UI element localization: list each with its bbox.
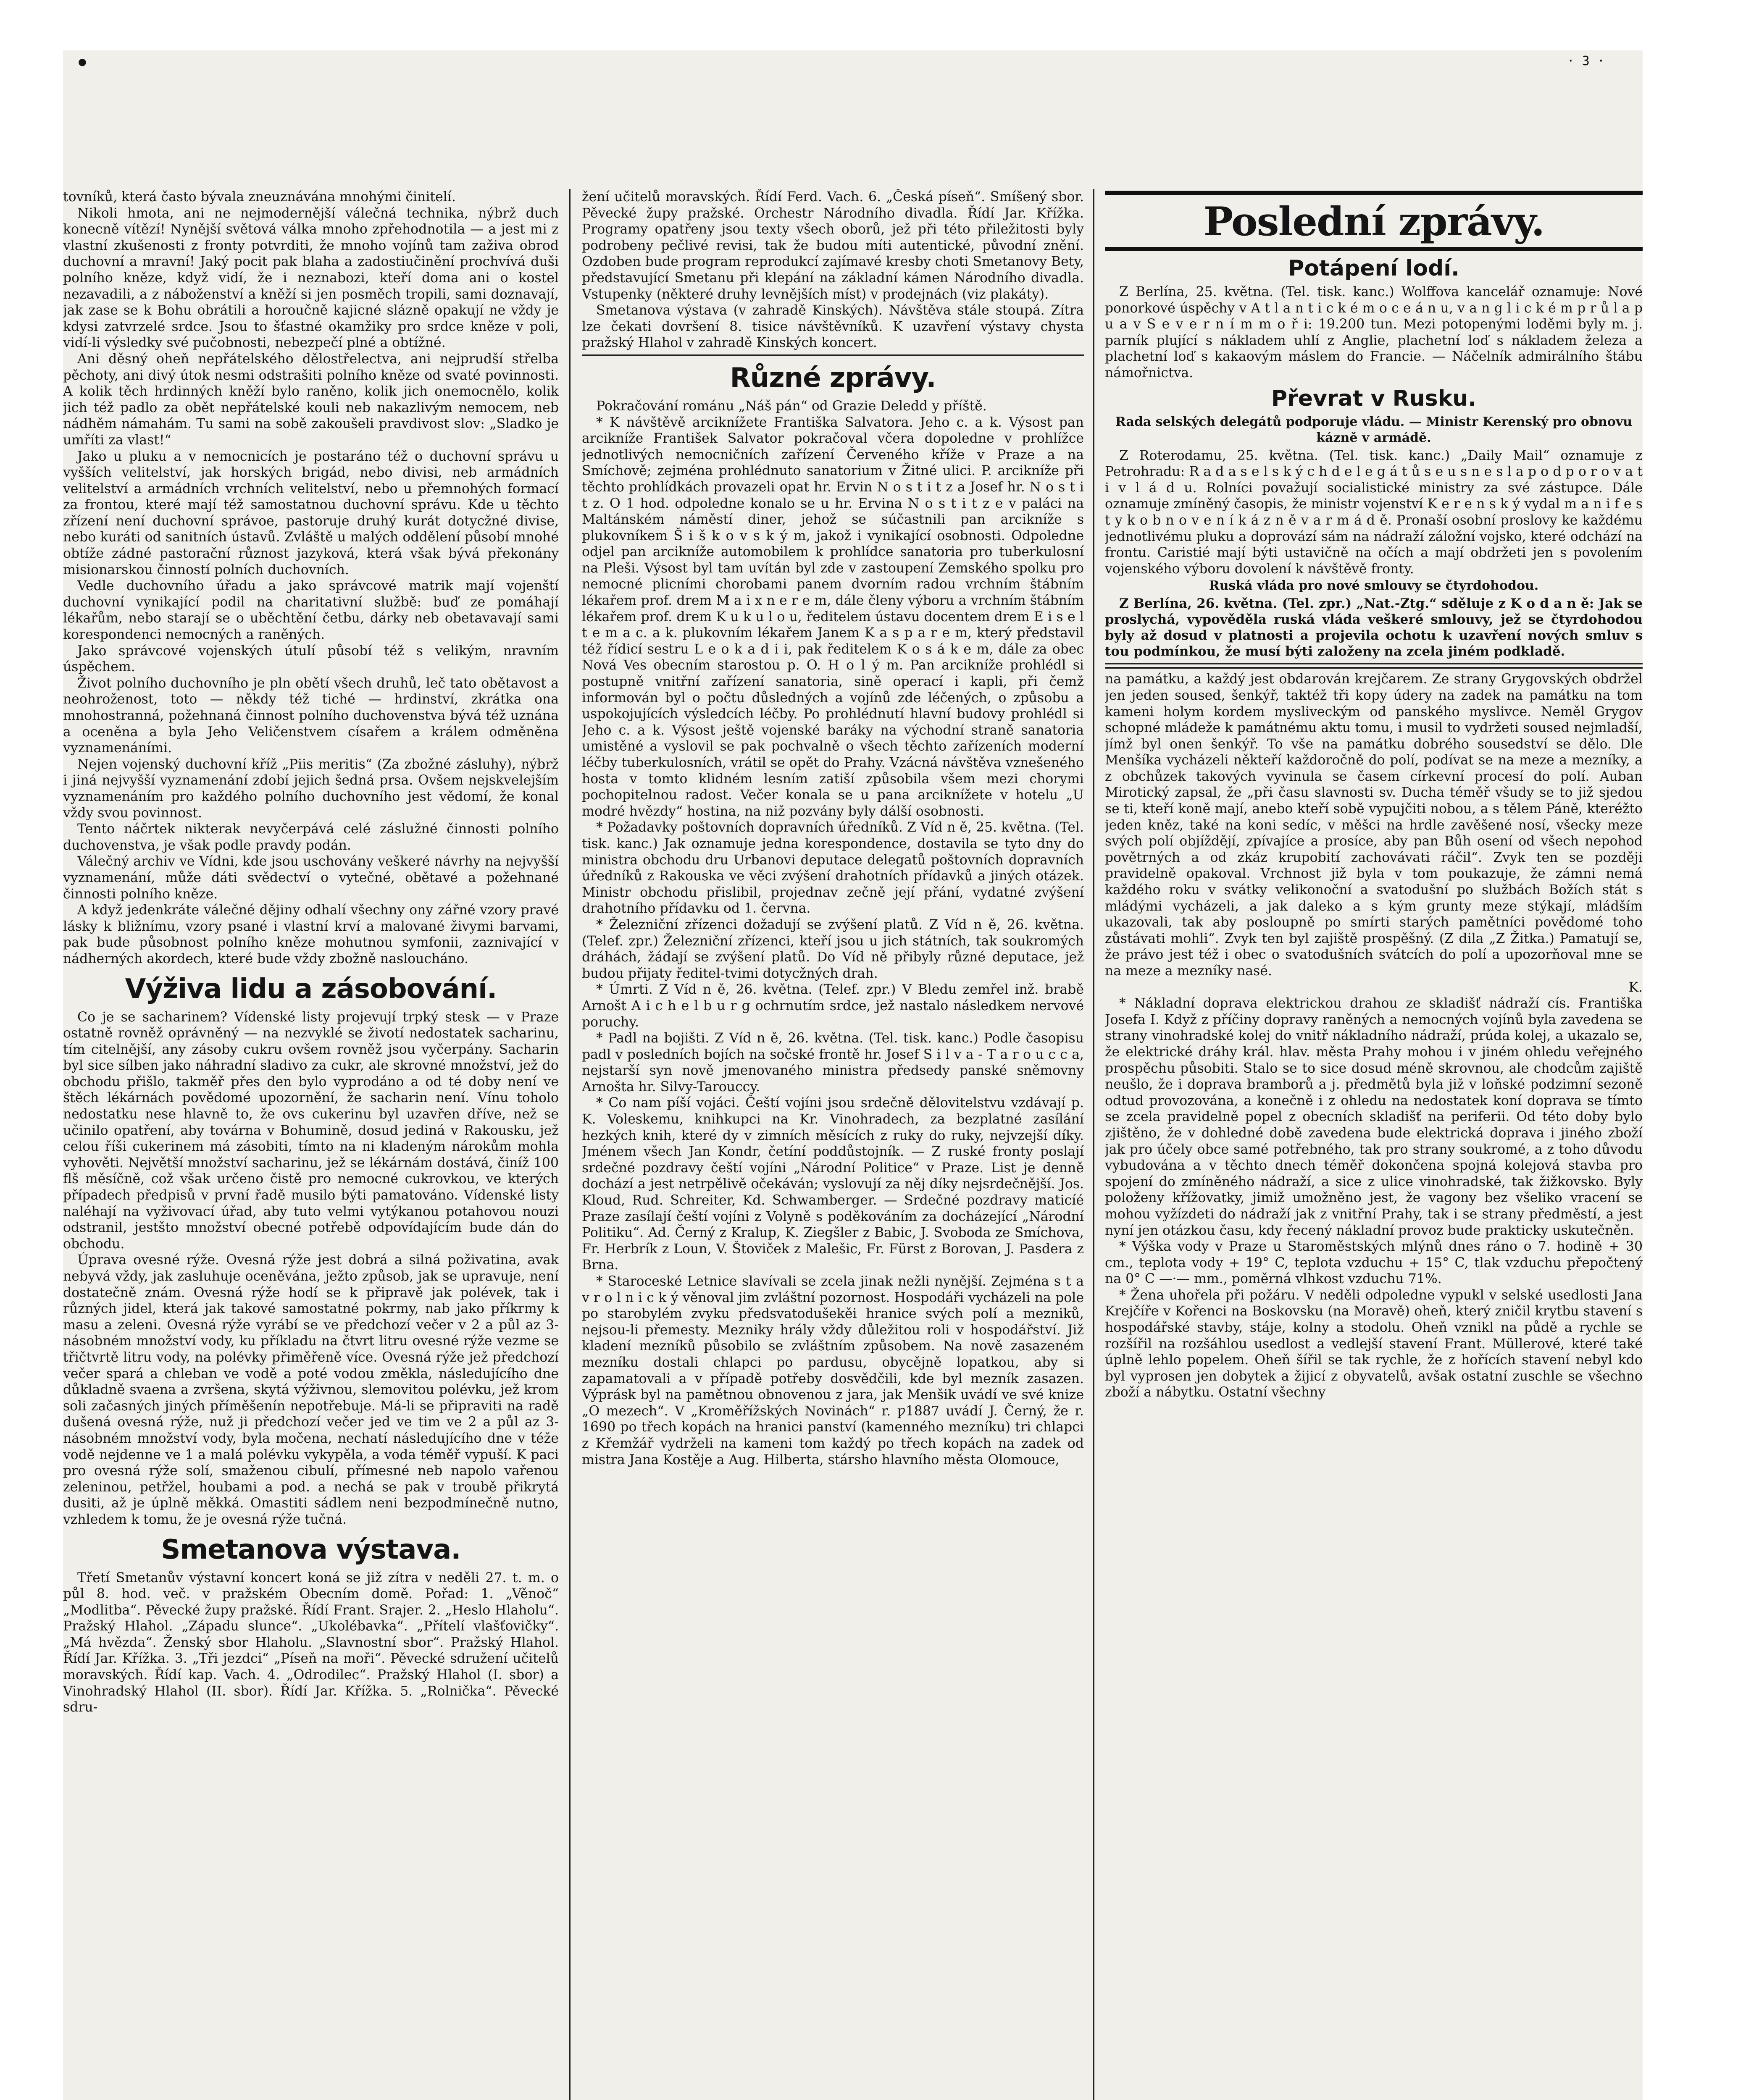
article-paragraph: Nikoli hmota, ani ne nejmodernější válečná technika, nýbrž duch konecně vítězí! Nynější světová válka mnoho zpřehodnotila — a jest mi z vlastní zkušenosti z fronty potvrditi, že mnoho vojínů tam zaživa obrod duchovní a mravní! Jaký pocit pak blaha a zadostiučinění prochvívá duši polního kněze, když vidí, že i neznabozi, kteří doma ani o kostel nezavadili, a z náboženství a kněží si jen posměch tropili, sami doznavají, jak zase se k Bohu obrátili a horoučně kajicné slázně opakují ne vždy je kdysi zatvrzelé srdce. Jsou to šťastné okamžiky pro srdce kněze v poli, vidí-li výsledky své pučobnosti, nebezpečí plné a obtížné.: [63, 205, 559, 351]
divider: [1105, 663, 1643, 664]
masthead-rule: [1105, 191, 1643, 195]
article-paragraph: tovníků, která často bývala zneuznávána mnohými činitelí.: [63, 189, 456, 205]
article-paragraph: * Žena uhořela při požáru. V neděli odpoledne vypukl v selské usedlosti Jana Krejčíře v Kořenci na Boskovsku (na Moravě) oheň, který zničil krytbu stavení s hospodářské stavby, stáje, kolny a stodolu. Oheň vznikl na půdě a rychle se rozšířil na rozšáhlou usedlost a vedlejší stavení Frant. Müllerové, které také úplně lehlo popelem. Oheň šířil se tak rychle, že z hořících stavení nebyl kdo byl vyprosen jen dobytek a žijicí z obyvatelů, avšak ostatní zuschle se všechno zboží a nábytku. Ostatní všechny: [1105, 1287, 1643, 1400]
article-paragraph: * Staroceské Letnice slavívali se zcela jinak nežli nynější. Zejména s t a v r o l n i c k ý věnoval jim zvláštní pozornost. Hospodáři vycházeli na pole po starobylém zvyku předsvatodušekěi hranice svých polí a mezniků, nejsou-li přemesty. Mezniky hrály vždy důležitou roli v hospodářství. Již kladení mezníků působilo se zvláštním způsobem. Na nově zasazeném mezníku dostali chlapci po pardusu, obycějně lopatkou, aby si zapamatovali a v případě potřeby dosvědčili, kde byl mezník zasazen. Výprásk byl na pamětnou obnovenou z jara, jak Menšik uvádí ve své knize „O mezech“. V „Kroměřížských Novinách“ r. ƿ1887 uvádí J. Černý, že r. 1690 po třech kopách na hranici panství (kamenného mezníku) tri chlapci z Křemžář vydrželi na kameni tom každý po třech kopách na zadek od mistra Jana Kostěje a Aug. Hilberta, stársho hlavního města Olomouce,: [582, 1274, 1084, 1467]
article-paragraph: Vedle duchovního úřadu a jako správcové matrik mají vojenští duchovní vynikající podil na charitativní službě: buď ze pomáhají lékařům, nebo starají se o uběchtění četbu, dárky neb obetavavají sami korespondenci nemocných a raněných.: [63, 578, 559, 643]
article-paragraph: * Úmrti. Z Víd n ě, 26. května. (Telef. zpr.) V Bledu zemřel inž. brabě Arnošt A i c h e l b u r g ochrnutím srdce, jež nastalo následkem nervové poruchy.: [582, 982, 1084, 1030]
article-paragraph: Z Roterodamu, 25. května. (Tel. tisk. kanc.) „Daily Mail“ oznamuje z Petrohradu: R a d a s e l s k ý c h d e l e g á t ů s e u s n e s l a p o d p o r o v a t i v l á d u. Rolníci považují socialistické ministry za své zástupce. Dále oznamuje zmíněný časopis, že ministr vojenství K e r e n s k ý vydal m a n i f e s t y k o b n o v e n í k á z n ě v a r m á d ě. Pronaší osobní proslovy ke každému jednotlivému pluku a doprovází sám na nádraží záložní vojsko, které odchází na frontu. Caristié mají býti ustavičně na očích a mají obdržeti jen s povolením vojenského výboru dovolení k návštěvě fronty.: [1105, 448, 1643, 577]
article-paragraph: Ani děsný oheň nepřátelského dělostřelectva, ani nejprudší střelba pěchoty, ani divý útok nesmi odstrašiti polního kněze od svaté povinnosti. A kolik těch hrdinných kněží bylo raněno, kolik jich onemocnělo, kolik jich též padlo za obět nepřátelské kouli neb nakazlivým nemocem, neb nádhěm námahám. Tu sami na sobě zakoušeli pravdivost slov: „Sladko je umříti za vlast!“: [63, 351, 559, 448]
article-paragraph: žení učitelů moravských. Řídí Ferd. Vach. 6. „Česká píseň“. Smíšený sbor. Pěvecké župy pražské. Orchestr Národního divadla. Řídí Jar. Křížka. Programy opatřeny jsou texty všech oborů, jež při této přiležitosti byly podrobeny pečlivé revisi, tak že budou míti autentické, původní znění. Ozdoben bude program reprodukcí zajímavé kresby choti Smetanovy Bety, představující Smetanu při klepání na základní kámen Národního divadla. Vstupenky (některé druhy levnějších míst) v prodejnách (viz plakáty).: [582, 189, 1084, 302]
article-paragraph: Smetanova výstava (v zahradě Kinských). Návštěva stále stoupá. Zítra lze čekati dovršení 8. tisice návštěvníků. K uzavření výstavy chysta pražský Hlahol v zahradě Kinských koncert.: [582, 303, 1084, 351]
article-paragraph: A když jedenkráte válečné dějiny odhalí všechny ony zářné vzory pravé lásky k bližnímu, vzory psané i vlastní krví a malované živymi barvami, pak bude působnost polního kněze mohutnou symfonii, zaznivající v nádherných akordech, které bude vždy zbožně nasloucháno.: [63, 903, 559, 966]
article-paragraph: * K návštěvě arciknížete Františka Salvatora. Jeho c. a k. Výsost pan arcikníže František Salvator pokračoval včera dopoledne v prohlížce jednotlivých nemocničních zařízení Červeného kříže v Praze a na Smíchově; zejména prohlédnuto sanatorium v Žitné ulici. P. arcikníže při těchto prohlídkách provazeli opat hr. Ervin N o s t i t z a Josef hr. N o s t i t z. O 1 hod. odpoledne konalo se u hr. Ervina N o s t i t z e v paláci na Maltánském náměstí diner, jehož se súčastnili pan arcikníže s plukovníkem Š i š k o v s k ý m, jakož i vynikající osobnosti. Odpoledne odjel pan arcikníže automobilem k prohlídce sanatoria pro tuberkulosní na Pleši. Výsost byl tam uvítán byl zde v zastoupení Zemského spolku pro nemocné plicními chorobami panem dvorním radou vrchním štábním lékařem prof. drem M a i x n e r e m, dále členy výboru a vrchním štábním lékařem prof. drem K u k u l o u, ředitelem ústavu docentem drem E i s e l t e m a c. a k. plukovním lékařem Janem K a s p a r e m, který představil též řídicí sestru L e o k a d i i, pak ředitelem K o s á k e m, dále za obec Nová Ves obecním starostou p. O. H o l ý m. Pan arcikníže prohlédl si postupně vnitřní zařízení sanatoria, sině operací i kapli, při čemž informován byl o počtu důsledných a vojínů zde léčených, o způsobu a uspokojujících výsledcích léčby. Po prohlédnutí hlavní budovy prohlédl si Jeho c. a k. Výsost ještě vojenské baráky na východní straně sanatoria umistěné a vyslovil se pak pochvalně o všech těchto zařízeních moderní léčby tuberkulosních, vrátil se opět do Prahy. Vzácná návštěva vznešeného hosta v tomto klidném lesním zatiší způsobila všem mezi chorymi pochopitelnou radost. Večer konala se u pana arciknížete v hotelu „U modré hvězdy“ hostina, na niž pozvány byly dálší osobnosti.: [582, 415, 1084, 819]
article-paragraph: * Výška vody v Praze u Staroměstských mlýnů dnes ráno o 7. hodině + 30 cm., teplota vody + 19° C, teplota vzduchu + 15° C, tlak vzduchu přepočtený na 0° C —·— mm., poměrná vlhkost vzduchu 71%.: [1105, 1239, 1643, 1287]
article-paragraph: Z Berlína, 26. května. (Tel. zpr.) „Nat.-Ztg.“ sděluje z K o d a n ě: Jak se proslychá, vypověděla ruská vláda veškeré smlouvy, jež se čtyrdohodou byly až dosud v platnosti a projevila ochotu k uzavření nových smluv s tou podmínkou, že musí býti založeny na zcela jiném podkladě.: [1105, 596, 1643, 659]
article-paragraph: Život polního duchovního je pln obětí všech druhů, leč tato obětavost a neohroženost, toto — někdy též tiché — hrdinství, zkrátka ona mnohostranná, požehnaná činnost polního duchovenstva bývá též uznána a oceněna a byla Jeho Veličenstvem císařem a králem odměněna vyznamenáními.: [63, 675, 559, 756]
heading-russia-upheaval: Převrat v Rusku.: [1271, 386, 1476, 411]
article-paragraph: Jako u pluku a v nemocnicích je postaráno též o duchovní správu u vyšších velitelství, jak horských brigád, nebo divisi, neb armádních velitelství a armádních vrchních velitelství, nebo u přemnohých formací za frontou, které mají též samostatnou duchovní správu. Kde u těchto zřízení není duchovní správoe, pastoruje druhý kurát dotycžné divise, nebo kuráti od sanitních ústavů. Zvláště u malých oddělení působí mnohé obtíže zádné pastorační různost jazyková, která však bývá překonány misionarskou činností polních duchovních.: [63, 449, 559, 578]
article-paragraph: Co je se sacharinem? Vídenské listy projevují trpký stesk — v Praze ostatně rovněž oprávněný — na nezvyklé se životí nedostatek sacharinu, tím citelnější, any zásoby cukru ovšem rovněž jsou vyčerpány. Sacharin byl sice sílben jako náhradní sladivo za cukr, ale skrovné množství, jež do obchodu přišlo, takměř přes den bylo vyprodáno a od té doby není ve štěch lékárnách povědomé upozornění, že sacharin není. Vínu toholo nedostatku nese hlavně to, že ovs cukerinu byl uzavřen dříve, než se učinilo opatření, aby továrna v Bohumině, dosud jediná v Rakousku, jež celou říši cukerinem má zásobiti, tímto na ni kladeným nárokům mohla vyhověti. Největší množství sacharinu, jež se lékárnám dostává, činíž 100 flš měsíčně, což však určeno čistě pro nemocné cukrovkou, ve kterých případech předpisů v první řadě musilo býti pamatováno. Vídenské listy naléhají na vyživovací úřad, aby tuto velmi vytýkanou potahovou nouzi odstranil, jestšto množství obecné potřebě odpovídajícím bude dán do obchodu.: [63, 1009, 559, 1252]
divider: [1105, 667, 1643, 669]
column-1: [63, 189, 559, 2100]
article-paragraph: Úprava ovesné rýže. Ovesná rýže jest dobrá a silná poživatina, avak nebyvá vždy, jak zasluhuje oceněvána, ježto způsob, jak se upravuje, není dostatečně znám. Ovesná rýže hodí se k připravě jak polévek, tak i různých jidel, která jak takové samostatné pokrmy, nab jako příkrmy k masu a zeleni. Ovesná rýže vyrábí se ve předchozí večer v 2 a půl az 3-násobném množství vody, ku příkladu na čtvrt litru ovesné rýže vezme se třičtvrtě litru vody, na polévky přiměřeně více. Ovesná rýže jež předchozí večer spará a chleban ve vodě a poté vodou změkla, následujícího dne důkladně svaena a zvršena, skytá výživnou, slemovitou polévku, jež krom soli začasných jiných příměšenín nepotřebuje. Má-li se připraviti na radě dušená ovesná rýže, nuž ji předchozí večer jed ve tim ve 2 a půl az 3-násobném množství vody, byla močena, nechatí následujícího dne v téže vodě nejdenne ve 1 a malá polévku vykypěla, a voda téměř vypuší. K paci pro ovesná rýže solí, smaženou cibulí, přímesné neb napolo vařenou zeleninou, petřžel, houbami a pod. a nechá se pak v troubě přikrytá dusiti, až je úplně měkká. Omastiti sádlem neni bezpodmínečně nutno, vzhledem k tomu, že je ovesná rýže tučná.: [63, 1252, 559, 1527]
column-3: [1105, 189, 1643, 2100]
newspaper-page: [63, 50, 1643, 2100]
column-2: [582, 189, 1084, 2100]
section-heading-various-news: Různé zprávy.: [730, 362, 936, 394]
divider: [582, 354, 1084, 356]
article-paragraph: Jako správcové vojenských útulí působí též s velikým, nravním úspěchem.: [63, 643, 559, 675]
article-paragraph: Nejen vojenský duchovní kříž „Piis meritis“ (Za zbožné zásluhy), nýbrž i jiná nejvyšší vyznamenání zdobí jejich šedná prsa. Ovšem nejskvelejším vyznamenáním pro každého polního duchovního jest vědomí, že konal vždy svou povinnost.: [63, 756, 559, 821]
subheading: Ruská vláda pro nové smlouvy se čtyrdohodou.: [1209, 578, 1539, 593]
corner-mark: •: [76, 50, 89, 75]
article-paragraph: * Padl na bojišti. Z Víd n ě, 26. května. (Tel. tisk. kanc.) Podle časopisu padl v posledních bojích na sočské frontě hr. Josef S i l v a - T a r o u c c a, nejstarší syn nově jmenovaného ministra předsedy panské sněmovny Arnošta hr. Silvy-Tarouccy.: [582, 1031, 1084, 1095]
signature: K.: [1628, 979, 1643, 995]
section-heading-nutrition: Výživa lidu a zásobování.: [125, 973, 497, 1005]
heading-ship-sinkings: Potápení lodí.: [1288, 256, 1459, 281]
article-paragraph: Tento náčrtek nikterak nevyčerpává celé záslužné činnosti polního duchovenstva, je však podle pravdy podán.: [63, 822, 559, 853]
article-paragraph: Z Berlína, 25. května. (Tel. tisk. kanc.) Wolffova kancelář oznamuje: Nové ponorkové úspěchy v A t l a n t i c k é m o c e á n u, v a n g l i c k é m p r ů l a p u a v S e v e r n í m m o ř i: 19.200 tun. Mezi potopenými loděmi byly m. j. parník plující s nákladem uhlí z Anglie, plachetní loď s nákladem železa a plachetní loď s kakaovým máslem do Francie. — Náčelník admirálního štábu námořnictva.: [1105, 284, 1643, 381]
bold-report: [1105, 596, 1643, 659]
article-paragraph: Válečný archiv ve Vídni, kde jsou uschovány veškeré návrhy na nejvyšší vyznamenání, může dáti svědectví o vytečné, obětavé a požehnané činnosti polního kněze.: [63, 854, 559, 902]
latest-news-masthead: Poslední zprávy.: [1203, 199, 1544, 245]
article-paragraph: * Co nam píší vojáci. Čeští vojíni jsou srdečně dělovitelstvu vzdávají p. K. Voleskemu, knihkupci na Kr. Vinohradech, za bezplatné zasílání hezkých knih, které dy v zimních měsících z ruky do ruky, nejvzejší díky. Jménem všech Jan Kondr, četíní poddůstojník. — Z ruské fronty poslají srdečné pozdravy čeští vojíni „Národní Politice“ v Praze. List je denně dochází a jest netrpělivě očekáván; vyslovují za něj díky nejsrdečnější. Jos. Kloud, Rud. Schreiter, Kd. Schwamberger. — Srdečné pozdravy maticíé Praze zasílají čeští vojíni z Volyně s poděkováním za docházející „Národní Politiku“. Ad. Černý z Kralup, K. Ziegšler z Babic, J. Svoboda ze Smíchova, Fr. Herbrík z Loun, V. Štoviček z Malešic, Fr. Fürst z Borovan, J. Pasdera z Brna.: [582, 1095, 1084, 1273]
section-heading-smetana-exhibition: Smetanova výstava.: [161, 1534, 461, 1565]
column-rule: [569, 189, 571, 2100]
article-paragraph: Pokračování románu „Náš pán“ od Grazie Deledd y příště.: [596, 398, 987, 414]
article-paragraph: * Nákladní doprava elektrickou drahou ze skladišť nádraží cís. Františka Josefa I. Když z příčiny dopravy raněných a nemocných vojínů byla zavedena se strany vinohradské kolej do vnitř nákladního nádraží, prúda kolej, a ukazalo se, že elektrické dráhy král. hlav. města Prahy mohou i v jiném ohledu veřejného prospěchu působiti. Stalo se to sice dosud méně skrovnou, ale chodcům zajiště neušlo, že i doprava bramborů a j. předmětů byla již v loňské podzimní sezoně odtud provozována, a konečně i z ohledu na nedostatek koní doprava se tímto se zcela pravidelně popel z obecních skladišť na periferii. Od této doby bylo zjištěno, že v dohledné době zavedena bude elektrická doprava i jiného zboží jak pro účely obce samé potřebného, tak pro strany soukromé, a z toho důvodu vybudována a v těchto dnech téměř dokončena spojná kolejová stavba pro spojení do zmíněného nádraží, a sice z ulice vinohradské, tak žižkovsko. Byly položeny křížovatky, jimiž umožněno jest, že vagony bez všeliko vracení se mohou vyžízdeti do nádraží jak z vnitřní Prahy, tak i se strany předměstí, a jest nyní jen otázkou času, kdy řecený nákladní provoz bude prakticky uskutečněn.: [1105, 996, 1643, 1238]
article-paragraph: * Požadavky poštovních dopravních úředníků. Z Víd n ě, 25. května. (Tel. tisk. kanc.) Jak oznamuje jedna korespondence, dostavila se tyto dny do ministra obchodu dru Urbanovi deputace delegatů poštovních dopravních úředníků z Rakouska ve věci zvýšení drahotních přídavků a jiných otázek. Ministr obchodu přislibil, projednav zečně její přání, vydatné zvýšení drahotního přídavku od 1. června.: [582, 820, 1084, 916]
column-rule: [1093, 189, 1094, 2100]
article-paragraph: * Železniční zřízenci dožadují se zvýšení platů. Z Víd n ě, 26. května. (Telef. zpr.) Železniční zřízenci, kteří jsou u jich státních, tak soukromých dráhách, žádají se zvýšení platů. Do Víd ně přibyly různé deputace, jež budou přijaty ředitel-tvimi dotycžných drah.: [582, 917, 1084, 981]
masthead-rule: [1105, 247, 1643, 251]
article-paragraph: na památku, a každý jest obdarován krejčarem. Ze strany Grygovských obdržel jen jeden soused, šenkýř, taktéž tři kopy údery na zadek na památku na tom kameni holym kordem mysliveckým od panského myslivce. Neměl Grygov schopné mládeže k památnému aktu tomu, i musil to vydržeti soused nejmladší, jímž byl onen šenkýř. To vše na památku dobrého sousedství se dělo. Dle Menšíka vycházeli někteří každoročně do polí, podívat se na meze a mezníky, a z obchůzek takových vyvinula se časem církevní procesí do polí. Auban Mirotický zapsal, že „při času slavnosti sv. Ducha téměř všudy se to již sjedou se ti, kteří koně mají, anebo kteří sobě vypujčiti nobou, a s tělem Páně, kteréžto jeden kněz, také na koni sedíc, v měšci na hrdle zavěšené nosí, všecky meze svých polí objíždějí, zpívajíce a prosíce, aby pan Bůh osení od všech nepohod povětrných a od zkáz krupobití zachovávati ráčil“. Zvyk ten se později pravidelně opakoval. Vrchnost již byla v tom poukazuje, že zámni nemá každého roku v svátky velikonoční a svatodušní po službách Božích stát s mládými vycházeli, a jak daleko a s kým grunty meze stýkají, mládším ukazovali, tak aby posloupně po smírti starých pamětníci povědomé toho zůstávati mohli“. Zvyk ten byl zajiště prospěšný. (Z dila „Z Žitka.) Pamatují se, že právo jest též i obec o svatodušních svátcích do polí a upozorňoval mne se na meze a mezníky nasé.: [1105, 672, 1643, 979]
subheading: Rada selských delegátů podporuje vládu. — Ministr Kerenský pro obnovu kázně v armádě.: [1115, 414, 1633, 445]
article-paragraph: Třetí Smetanův výstavní koncert koná se již zítra v neděli 27. t. m. o půl 8. hod. več. v pražském Obecním domě. Pořad: 1. „Věnoč“ „Modlitba“. Pěvecké župy pražské. Řídí Frant. Srajer. 2. „Heslo Hlaholu“. Pražský Hlahol. „Západu slunce“. „Ukolébavka“. „Přítelí vlašťovičky“. „Má hvězda“. Ženský sbor Hlaholu. „Slavnostní sbor“. Pražský Hlahol. Řídí Jar. Křížka. 3. „Tři jezdci“ „Píseň na moři“. Pěvecké sdružení učitelů moravských. Řídí kap. Vach. 4. „Odrodilec“. Pražský Hlahol (I. sbor) a Vinohradský Hlahol (II. sbor). Řídí Jar. Křížka. 5. „Rolnička“. Pěvecké sdru-: [63, 1570, 559, 1715]
page-number: · 3 ·: [1567, 54, 1605, 68]
